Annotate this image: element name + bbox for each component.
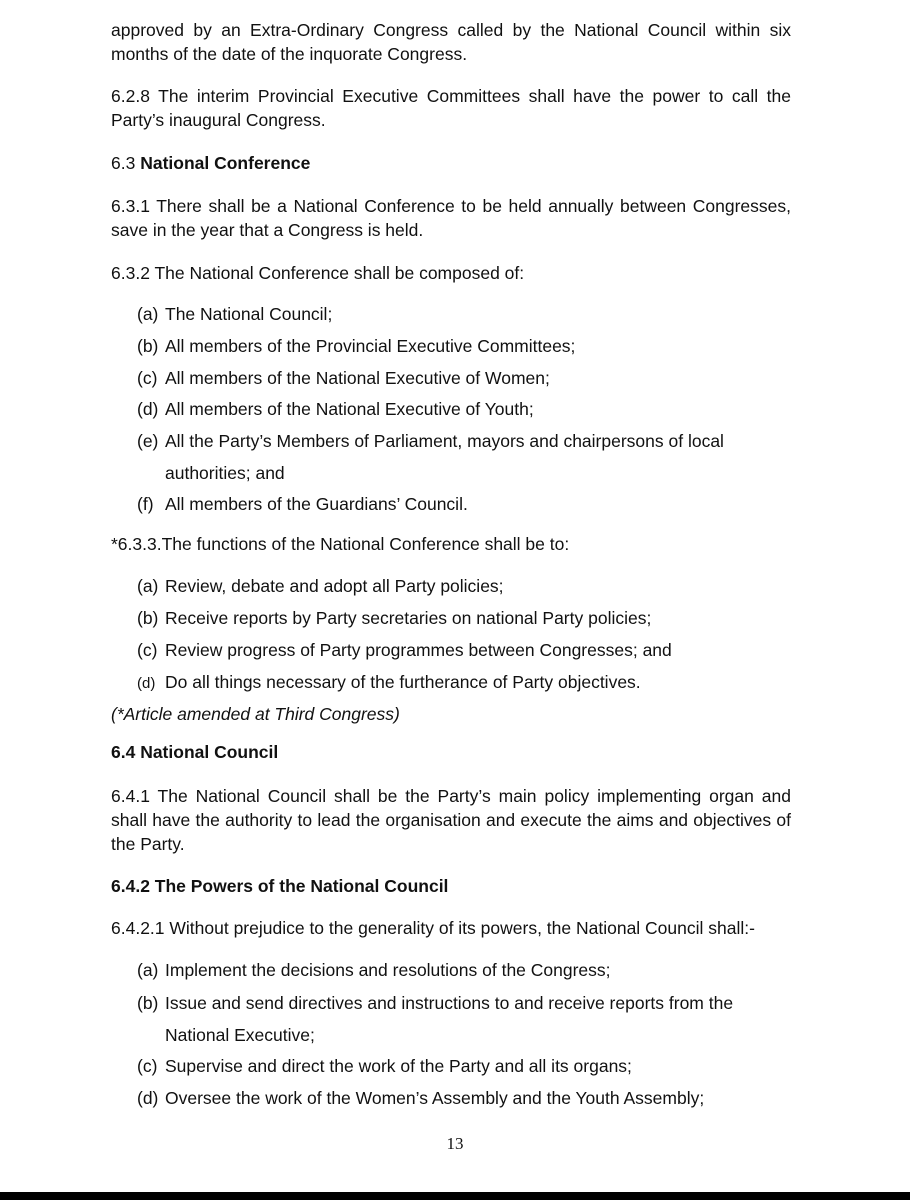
- list-text-continuation: National Executive;: [165, 1025, 315, 1045]
- list-label: (c): [137, 368, 158, 388]
- list-text: All members of the National Executive of Women;: [165, 368, 550, 388]
- heading-number: 6.3: [111, 153, 141, 173]
- list-item: [137, 606, 791, 630]
- list-label: (a): [137, 576, 159, 596]
- heading-title: National Conference: [140, 153, 311, 173]
- list-item: [137, 302, 791, 326]
- list-label: (f): [137, 494, 154, 514]
- list-item: [137, 574, 791, 598]
- list-item: [137, 1086, 791, 1110]
- page-number: 13: [446, 1134, 464, 1153]
- list-label: (b): [137, 336, 159, 356]
- list-text: Implement the decisions and resolutions of the Congress;: [165, 960, 611, 980]
- list-item: [137, 987, 791, 1051]
- list-item: [137, 1054, 791, 1078]
- list-label: (d): [137, 1088, 159, 1108]
- list-text: The National Council;: [165, 304, 333, 324]
- list-label: (c): [137, 640, 158, 660]
- list-label: (e): [137, 431, 159, 451]
- list-text: All members of the Guardians’ Council.: [165, 494, 468, 514]
- clause-6-3-2: 6.3.2 The National Conference shall be composed of:: [111, 263, 525, 283]
- list-label: (b): [137, 608, 159, 628]
- list-item: [137, 397, 791, 421]
- clause-6-3-1: 6.3.1 There shall be a National Conference to be held annually between Congresses, save in the year that a Congress is held.: [111, 196, 791, 240]
- list-text: Review progress of Party programmes between Congresses; and: [165, 640, 672, 660]
- heading-6-4-2: 6.4.2 The Powers of the National Council: [111, 876, 449, 896]
- list-text: All the Party’s Members of Parliament, mayors and chairpersons of local: [165, 431, 724, 451]
- list-label: (c): [137, 1056, 158, 1076]
- list-text: All members of the National Executive of Youth;: [165, 399, 534, 419]
- clause-6-4-1: 6.4.1 The National Council shall be the Party’s main policy implementing organ and shall have the authority to lead the organisation and execute the aims and objectives of the Party.: [111, 786, 791, 854]
- list-label: (d): [137, 675, 156, 692]
- list-item: [137, 366, 791, 390]
- clause-6-2-8: 6.2.8 The interim Provincial Executive Committees shall have the power to call the Party’s inaugural Congress.: [111, 86, 791, 130]
- list-text: Supervise and direct the work of the Party and all its organs;: [165, 1056, 632, 1076]
- list-label: (a): [137, 960, 159, 980]
- list-label: (b): [137, 993, 159, 1013]
- list-item: [137, 670, 791, 696]
- list-text: Do all things necessary of the furtherance of Party objectives.: [165, 672, 641, 692]
- paragraph-continuation: approved by an Extra-Ordinary Congress called by the National Council within six months of the date of the inquorate Congress.: [111, 20, 791, 64]
- list-text: Oversee the work of the Women’s Assembly and the Youth Assembly;: [165, 1088, 705, 1108]
- list-text: Receive reports by Party secretaries on national Party policies;: [165, 608, 652, 628]
- clause-6-3-3: *6.3.3.The functions of the National Conference shall be to:: [111, 534, 570, 554]
- amendment-note: (*Article amended at Third Congress): [111, 704, 400, 724]
- list-text: Review, debate and adopt all Party policies;: [165, 576, 504, 596]
- list-text-continuation: authorities; and: [165, 463, 285, 483]
- heading-6-3: [111, 151, 791, 175]
- list-label: (d): [137, 399, 159, 419]
- list-text: Issue and send directives and instructions to and receive reports from the: [165, 993, 734, 1013]
- list-item: [137, 492, 791, 516]
- list-item: [137, 425, 791, 489]
- heading-6-4: 6.4 National Council: [111, 742, 279, 762]
- list-item: [137, 334, 791, 358]
- list-label: (a): [137, 304, 159, 324]
- clause-6-4-2-1: 6.4.2.1 Without prejudice to the generality of its powers, the National Council shall:-: [111, 918, 755, 938]
- list-item: [137, 638, 791, 662]
- list-item: [137, 958, 791, 982]
- bottom-edge-bar: [0, 1192, 910, 1200]
- list-text: All members of the Provincial Executive Committees;: [165, 336, 576, 356]
